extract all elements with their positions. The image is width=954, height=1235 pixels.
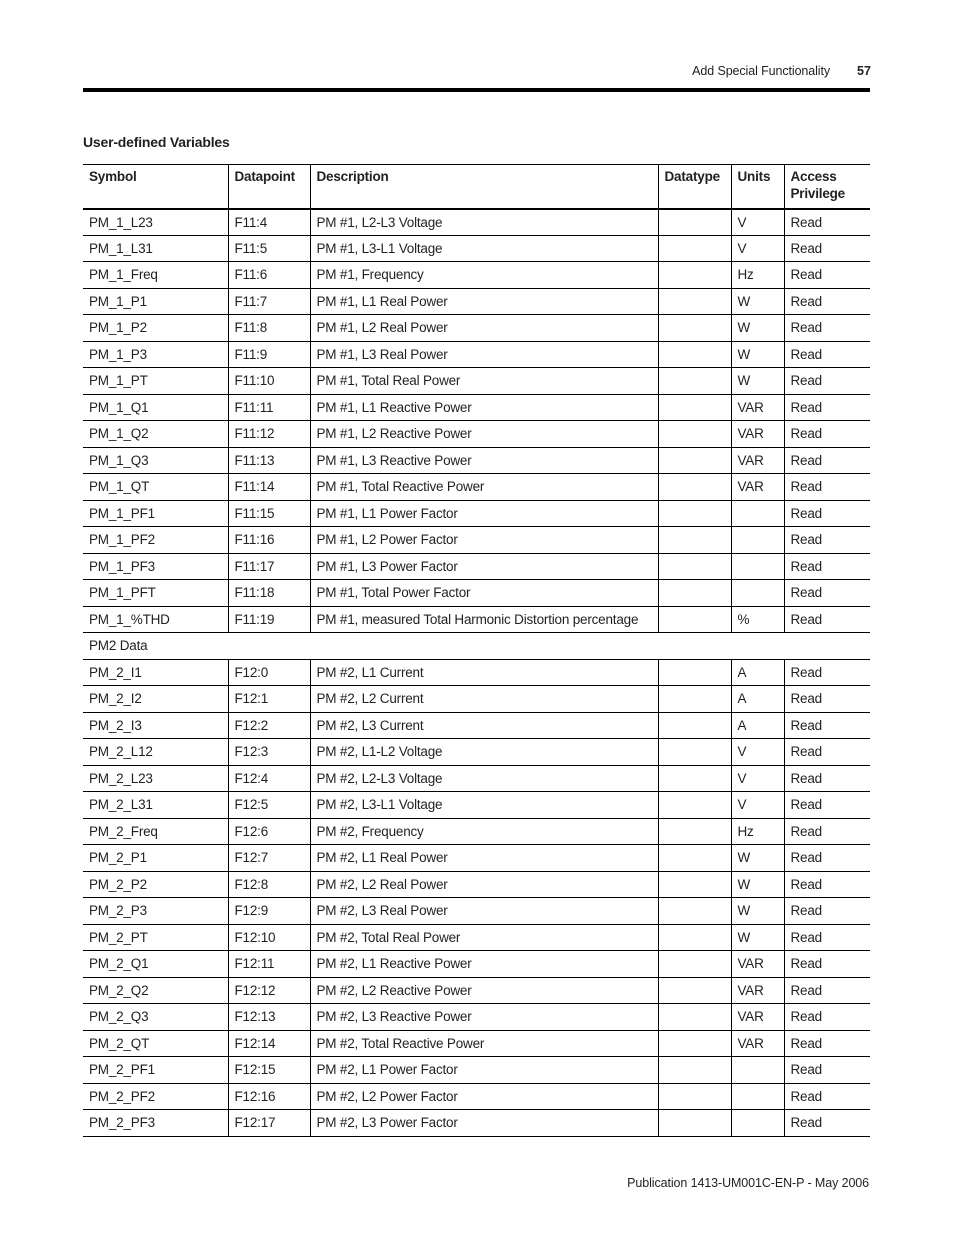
table-cell — [658, 500, 731, 527]
column-header: Datatype — [658, 165, 731, 209]
table-cell — [658, 527, 731, 554]
table-cell: PM #2, Frequency — [310, 818, 658, 845]
table-cell: F11:6 — [228, 262, 310, 289]
table-cell: Read — [784, 421, 870, 448]
table-cell: F12:5 — [228, 792, 310, 819]
table-cell: PM #1, Total Reactive Power — [310, 474, 658, 501]
table-cell: Read — [784, 553, 870, 580]
table-cell: VAR — [731, 474, 784, 501]
table-cell: A — [731, 659, 784, 686]
table-cell: PM_2_L31 — [83, 792, 228, 819]
table-cell: W — [731, 898, 784, 925]
table-cell: PM_2_P2 — [83, 871, 228, 898]
table-cell — [658, 474, 731, 501]
table-cell: PM_1_Q3 — [83, 447, 228, 474]
table-row — [83, 368, 870, 395]
table-cell: F12:16 — [228, 1083, 310, 1110]
table-cell — [731, 1083, 784, 1110]
table-cell — [658, 898, 731, 925]
table-cell: Read — [784, 951, 870, 978]
table-cell: F12:14 — [228, 1030, 310, 1057]
table-cell — [731, 500, 784, 527]
table-cell: VAR — [731, 951, 784, 978]
variables-table — [83, 164, 870, 1137]
table-cell: F12:2 — [228, 712, 310, 739]
table-cell: PM #2, L2 Real Power — [310, 871, 658, 898]
table-row — [83, 1057, 870, 1084]
table-cell — [658, 1057, 731, 1084]
table-cell — [658, 288, 731, 315]
column-header: Description — [310, 165, 658, 209]
table-row — [83, 288, 870, 315]
table-row — [83, 1004, 870, 1031]
table-cell — [658, 1110, 731, 1137]
table-cell: V — [731, 209, 784, 236]
table-cell — [658, 1083, 731, 1110]
table-cell: V — [731, 739, 784, 766]
table-cell: PM_1_PF3 — [83, 553, 228, 580]
table-cell — [658, 845, 731, 872]
table-cell: PM_2_Q2 — [83, 977, 228, 1004]
table-cell: W — [731, 288, 784, 315]
table-cell: F12:0 — [228, 659, 310, 686]
table-cell: A — [731, 686, 784, 713]
table-row — [83, 580, 870, 607]
table-cell: V — [731, 765, 784, 792]
table-cell — [658, 659, 731, 686]
table-cell: PM #1, Frequency — [310, 262, 658, 289]
table-cell: W — [731, 924, 784, 951]
table-cell: F11:7 — [228, 288, 310, 315]
table-header-row — [83, 165, 870, 209]
table-cell: F11:5 — [228, 235, 310, 262]
table-cell: PM_2_I1 — [83, 659, 228, 686]
table-cell: Read — [784, 209, 870, 236]
table-cell: Read — [784, 394, 870, 421]
table-cell — [731, 580, 784, 607]
table-row — [83, 527, 870, 554]
table-cell: PM_1_P1 — [83, 288, 228, 315]
table-cell: Read — [784, 235, 870, 262]
table-cell: PM #1, L2 Reactive Power — [310, 421, 658, 448]
table-cell: % — [731, 606, 784, 633]
table-cell — [658, 765, 731, 792]
table-cell — [658, 792, 731, 819]
table-row — [83, 792, 870, 819]
table-cell: Read — [784, 500, 870, 527]
table-cell: Read — [784, 686, 870, 713]
table-cell: W — [731, 845, 784, 872]
table-row — [83, 898, 870, 925]
table-cell: PM_1_Q1 — [83, 394, 228, 421]
table-cell: Read — [784, 606, 870, 633]
table-cell: Read — [784, 659, 870, 686]
table-cell: PM #1, L1 Real Power — [310, 288, 658, 315]
table-body — [83, 209, 870, 1137]
table-cell — [658, 712, 731, 739]
table-cell: F11:13 — [228, 447, 310, 474]
table-cell: A — [731, 712, 784, 739]
table-cell — [658, 739, 731, 766]
table-cell: PM_1_P3 — [83, 341, 228, 368]
table-cell: Read — [784, 1030, 870, 1057]
table-cell: VAR — [731, 1030, 784, 1057]
table-cell: PM #2, L1 Current — [310, 659, 658, 686]
table-row — [83, 500, 870, 527]
table-cell: PM_1_Freq — [83, 262, 228, 289]
table-cell — [731, 1057, 784, 1084]
table-cell: PM #1, L1 Power Factor — [310, 500, 658, 527]
section-title: User-defined Variables — [83, 134, 230, 150]
table-cell: Read — [784, 315, 870, 342]
table-cell: PM #1, Total Real Power — [310, 368, 658, 395]
table-cell — [658, 606, 731, 633]
table-cell: PM #2, L1 Reactive Power — [310, 951, 658, 978]
table-cell — [658, 977, 731, 1004]
table-cell: F11:16 — [228, 527, 310, 554]
table-cell: F11:10 — [228, 368, 310, 395]
table-cell: F12:13 — [228, 1004, 310, 1031]
table-row — [83, 315, 870, 342]
table-cell — [658, 924, 731, 951]
table-cell — [658, 818, 731, 845]
table-cell: F12:3 — [228, 739, 310, 766]
table-cell — [658, 315, 731, 342]
table-cell: PM_1_P2 — [83, 315, 228, 342]
table-cell: PM_1_PF2 — [83, 527, 228, 554]
table-row — [83, 553, 870, 580]
table-cell: VAR — [731, 447, 784, 474]
table-cell — [658, 421, 731, 448]
table-cell: V — [731, 792, 784, 819]
column-header: Symbol — [83, 165, 228, 209]
table-cell: F11:8 — [228, 315, 310, 342]
table-cell: F11:15 — [228, 500, 310, 527]
table-cell: PM_2_PF3 — [83, 1110, 228, 1137]
table-cell: Read — [784, 1004, 870, 1031]
table-cell: PM #2, L2-L3 Voltage — [310, 765, 658, 792]
table-cell: PM_1_%THD — [83, 606, 228, 633]
table-cell — [658, 951, 731, 978]
table-row — [83, 1110, 870, 1137]
table-group-row — [83, 633, 870, 660]
table-row — [83, 341, 870, 368]
table-cell: F12:17 — [228, 1110, 310, 1137]
table-row — [83, 712, 870, 739]
table-cell: Read — [784, 924, 870, 951]
table-cell: PM #1, L2-L3 Voltage — [310, 209, 658, 236]
table-cell: PM #2, L3 Real Power — [310, 898, 658, 925]
table-cell: Read — [784, 792, 870, 819]
table-cell — [658, 686, 731, 713]
table-cell: PM_2_Q1 — [83, 951, 228, 978]
table-cell — [658, 1004, 731, 1031]
table-cell: PM_2_PT — [83, 924, 228, 951]
table-cell: Read — [784, 262, 870, 289]
table-cell: PM_2_P3 — [83, 898, 228, 925]
table-cell: F12:7 — [228, 845, 310, 872]
table-row — [83, 474, 870, 501]
table-row — [83, 394, 870, 421]
table-cell: F12:8 — [228, 871, 310, 898]
table-cell: PM #2, Total Real Power — [310, 924, 658, 951]
table-cell: F11:17 — [228, 553, 310, 580]
table-cell — [658, 553, 731, 580]
table-row — [83, 235, 870, 262]
table-cell — [658, 871, 731, 898]
table-cell: PM_2_Freq — [83, 818, 228, 845]
table-cell: PM #1, L3 Reactive Power — [310, 447, 658, 474]
table-cell: W — [731, 871, 784, 898]
table-cell — [658, 368, 731, 395]
table-cell: VAR — [731, 1004, 784, 1031]
table-cell: Read — [784, 712, 870, 739]
publication-footer: Publication 1413-UM001C-EN-P - May 2006 — [627, 1176, 869, 1190]
table-cell: PM #2, L2 Power Factor — [310, 1083, 658, 1110]
page-number: 57 — [857, 64, 871, 78]
table-cell: PM #2, L2 Reactive Power — [310, 977, 658, 1004]
table-row — [83, 1083, 870, 1110]
table-cell: VAR — [731, 977, 784, 1004]
table-cell — [658, 580, 731, 607]
table-cell: W — [731, 368, 784, 395]
table-cell: PM #2, L3 Current — [310, 712, 658, 739]
table-row — [83, 659, 870, 686]
table-row — [83, 871, 870, 898]
table-row — [83, 845, 870, 872]
table-cell: Hz — [731, 262, 784, 289]
table-cell: PM #2, L2 Current — [310, 686, 658, 713]
table-cell: F12:11 — [228, 951, 310, 978]
table-cell: PM_1_PF1 — [83, 500, 228, 527]
table-row — [83, 421, 870, 448]
table-cell: Read — [784, 447, 870, 474]
table-cell: Read — [784, 288, 870, 315]
table-cell: PM #1, L3 Real Power — [310, 341, 658, 368]
table-row — [83, 818, 870, 845]
table-cell: Read — [784, 898, 870, 925]
table-cell: PM #2, L3 Reactive Power — [310, 1004, 658, 1031]
table-cell: PM_1_L31 — [83, 235, 228, 262]
table-cell: Read — [784, 739, 870, 766]
table-cell: PM_1_L23 — [83, 209, 228, 236]
table-cell: VAR — [731, 421, 784, 448]
group-label: PM2 Data — [83, 633, 870, 660]
table-cell: F12:10 — [228, 924, 310, 951]
running-header: Add Special Functionality — [692, 64, 830, 78]
table-row — [83, 209, 870, 236]
table-row — [83, 606, 870, 633]
table-cell: PM #2, L3-L1 Voltage — [310, 792, 658, 819]
table-cell: F12:9 — [228, 898, 310, 925]
table-cell: PM_2_PF2 — [83, 1083, 228, 1110]
table-cell: PM #2, L1 Real Power — [310, 845, 658, 872]
table-cell: Read — [784, 580, 870, 607]
table-cell: PM #2, L3 Power Factor — [310, 1110, 658, 1137]
table-cell: VAR — [731, 394, 784, 421]
table-cell: PM_2_Q3 — [83, 1004, 228, 1031]
table-cell — [731, 553, 784, 580]
table-cell: F11:11 — [228, 394, 310, 421]
table-cell: PM #1, L2 Power Factor — [310, 527, 658, 554]
table-cell: Read — [784, 871, 870, 898]
table-cell: F11:18 — [228, 580, 310, 607]
column-header: Access Privilege — [784, 165, 870, 209]
table-cell: F11:4 — [228, 209, 310, 236]
table-cell — [658, 341, 731, 368]
table-cell: PM_1_PFT — [83, 580, 228, 607]
table-cell — [658, 447, 731, 474]
table-cell — [658, 394, 731, 421]
table-cell: PM_1_QT — [83, 474, 228, 501]
table-cell — [731, 527, 784, 554]
table-cell: W — [731, 315, 784, 342]
table-cell: Read — [784, 765, 870, 792]
table-cell: Read — [784, 474, 870, 501]
table-cell: V — [731, 235, 784, 262]
table-cell: F11:12 — [228, 421, 310, 448]
table-cell: Read — [784, 368, 870, 395]
table-row — [83, 739, 870, 766]
table-cell: Read — [784, 977, 870, 1004]
table-row — [83, 686, 870, 713]
table-cell: PM_2_QT — [83, 1030, 228, 1057]
table-cell: PM #2, L1-L2 Voltage — [310, 739, 658, 766]
table-cell: Read — [784, 845, 870, 872]
table-cell: Hz — [731, 818, 784, 845]
table-cell — [731, 1110, 784, 1137]
table-cell: PM #1, L1 Reactive Power — [310, 394, 658, 421]
table-row — [83, 765, 870, 792]
table-row — [83, 977, 870, 1004]
table-cell: F11:9 — [228, 341, 310, 368]
table-cell — [658, 235, 731, 262]
table-cell: PM #2, Total Reactive Power — [310, 1030, 658, 1057]
table-row — [83, 951, 870, 978]
table-cell: W — [731, 341, 784, 368]
table-cell: PM #1, measured Total Harmonic Distortion percentage — [310, 606, 658, 633]
table-cell: PM_2_L23 — [83, 765, 228, 792]
table-cell: PM #1, L2 Real Power — [310, 315, 658, 342]
column-header: Units — [731, 165, 784, 209]
header-rule — [83, 88, 870, 92]
table-cell: PM_1_Q2 — [83, 421, 228, 448]
table-row — [83, 447, 870, 474]
table-cell: F12:1 — [228, 686, 310, 713]
table-cell: PM_2_L12 — [83, 739, 228, 766]
column-header: Datapoint — [228, 165, 310, 209]
table-cell: PM_2_PF1 — [83, 1057, 228, 1084]
table-cell: Read — [784, 818, 870, 845]
table-cell — [658, 209, 731, 236]
table-row — [83, 1030, 870, 1057]
table-cell: PM_2_P1 — [83, 845, 228, 872]
table-cell: PM_2_I3 — [83, 712, 228, 739]
table-cell: F11:19 — [228, 606, 310, 633]
table-cell: F12:12 — [228, 977, 310, 1004]
table-cell: PM_1_PT — [83, 368, 228, 395]
table-cell: Read — [784, 1057, 870, 1084]
table-cell: Read — [784, 527, 870, 554]
table-cell — [658, 262, 731, 289]
table-cell: F12:6 — [228, 818, 310, 845]
table-cell: Read — [784, 1083, 870, 1110]
table-row — [83, 262, 870, 289]
table-row — [83, 924, 870, 951]
table-cell: PM #1, Total Power Factor — [310, 580, 658, 607]
table-cell: PM_2_I2 — [83, 686, 228, 713]
table-cell: PM #2, L1 Power Factor — [310, 1057, 658, 1084]
table-cell: F12:4 — [228, 765, 310, 792]
table-cell: F12:15 — [228, 1057, 310, 1084]
table-cell — [658, 1030, 731, 1057]
table-cell: Read — [784, 341, 870, 368]
table-cell: PM #1, L3 Power Factor — [310, 553, 658, 580]
table-cell: Read — [784, 1110, 870, 1137]
table-cell: PM #1, L3-L1 Voltage — [310, 235, 658, 262]
table-cell: F11:14 — [228, 474, 310, 501]
